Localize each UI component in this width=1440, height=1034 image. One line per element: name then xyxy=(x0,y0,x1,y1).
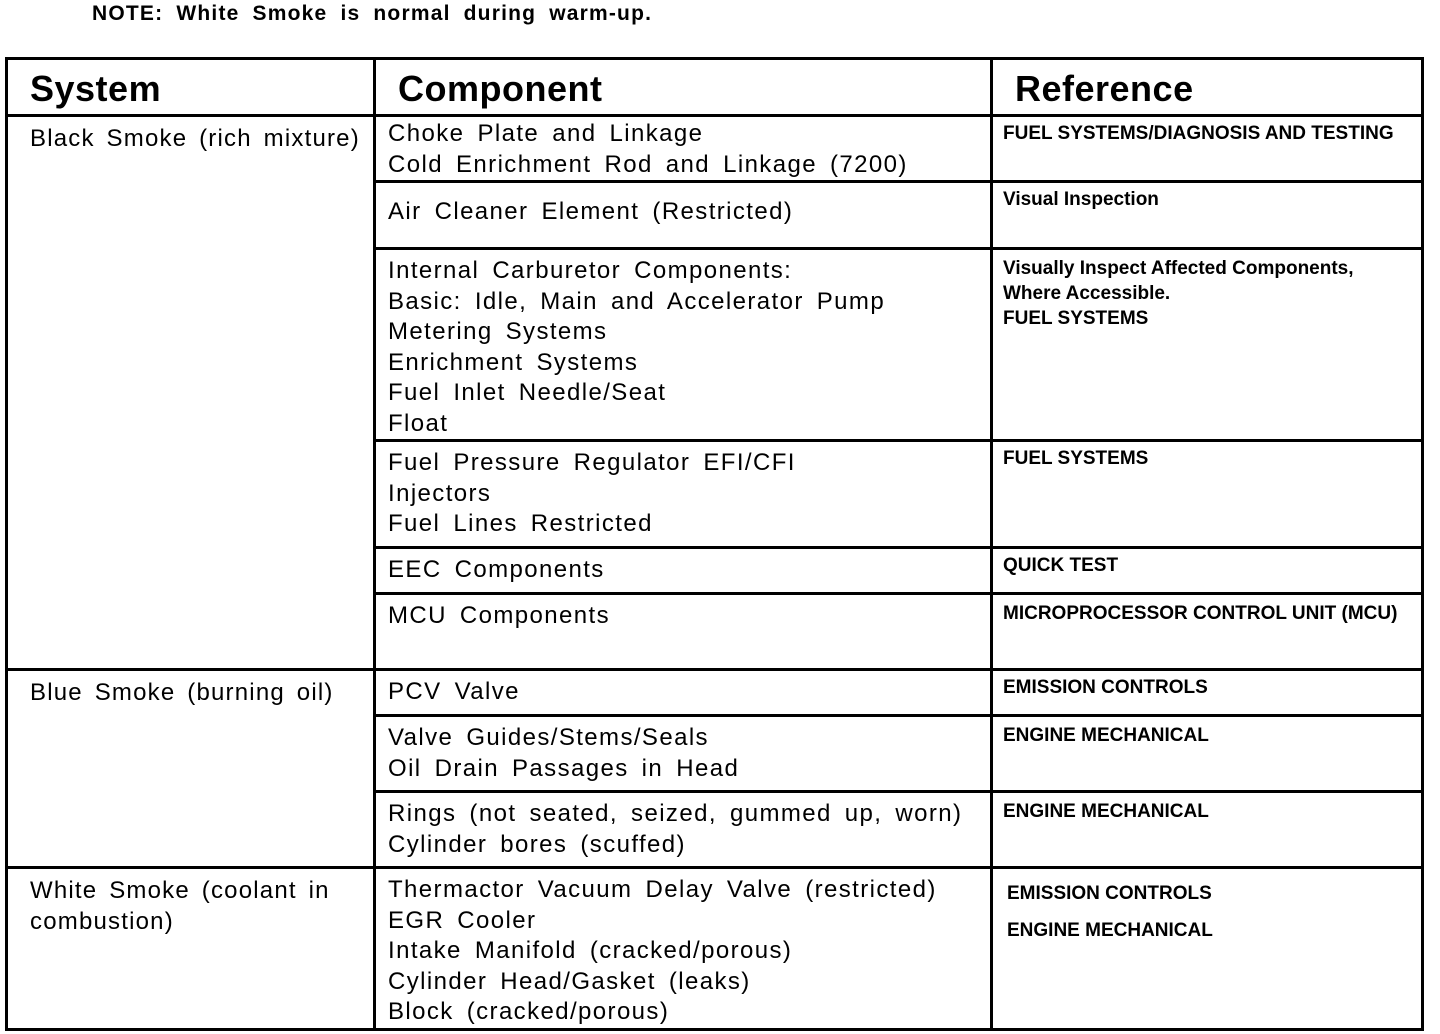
reference-line: FUEL SYSTEMS xyxy=(1003,308,1149,329)
header-reference: Reference xyxy=(992,59,1423,116)
component-line: Metering Systems xyxy=(388,318,608,345)
component-line: Internal Carburetor Components: xyxy=(388,257,793,284)
reference-cell xyxy=(992,249,1423,441)
component-cell xyxy=(375,792,992,868)
component-line: Cylinder bores (scuffed) xyxy=(388,830,686,858)
component-cell xyxy=(375,716,992,792)
component-line: Enrichment Systems xyxy=(388,348,639,376)
reference-cell xyxy=(992,441,1423,548)
reference-line: ENGINE MECHANICAL xyxy=(1007,920,1213,941)
header-system: System xyxy=(7,59,375,116)
reference-cell xyxy=(992,594,1423,670)
component-cell xyxy=(375,116,992,182)
reference-line: FUEL SYSTEMS xyxy=(1003,448,1149,469)
table-row xyxy=(7,116,1423,182)
table-row xyxy=(7,868,1423,1030)
reference-line: QUICK TEST xyxy=(1003,555,1119,576)
component-line: Float xyxy=(388,409,449,437)
component-line: Cold Enrichment Rod and Linkage (7200) xyxy=(388,150,908,178)
component-cell xyxy=(375,594,992,670)
reference-line: Visually Inspect Affected Components, Where Accessible. xyxy=(1003,258,1354,304)
component-line: Fuel Lines Restricted xyxy=(388,510,653,537)
header-component: Component xyxy=(375,59,992,116)
reference-cell xyxy=(992,548,1423,594)
component-line: MCU Components xyxy=(388,602,611,629)
component-line: Intake Manifold (cracked/porous) xyxy=(388,937,793,964)
smoke-diagnosis-table xyxy=(5,57,1424,1031)
system-blue-smoke: Blue Smoke (burning oil) xyxy=(7,670,375,868)
component-line: PCV Valve xyxy=(388,678,520,705)
component-cell xyxy=(375,441,992,548)
reference-cell xyxy=(992,792,1423,868)
component-line: EGR Cooler xyxy=(388,906,537,934)
header-row xyxy=(7,59,1423,116)
reference-cell xyxy=(992,868,1423,1030)
component-line: EEC Components xyxy=(388,556,605,583)
component-line: Fuel Pressure Regulator EFI/CFI xyxy=(388,449,796,476)
component-line: Choke Plate and Linkage xyxy=(388,120,704,147)
table-row xyxy=(7,670,1423,716)
reference-line: FUEL SYSTEMS/DIAGNOSIS AND TESTING xyxy=(1003,123,1394,144)
component-cell xyxy=(375,868,992,1030)
component-line: Air Cleaner Element (Restricted) xyxy=(388,198,794,225)
reference-line: MICROPROCESSOR CONTROL UNIT (MCU) xyxy=(1003,603,1398,624)
component-line: Valve Guides/Stems/Seals xyxy=(388,724,709,751)
component-line: Oil Drain Passages in Head xyxy=(388,754,740,782)
component-cell xyxy=(375,670,992,716)
system-white-smoke: White Smoke (coolant in combustion) xyxy=(7,868,375,1030)
page-note: NOTE: White Smoke is normal during warm-up. xyxy=(92,2,653,25)
component-line: Cylinder Head/Gasket (leaks) xyxy=(388,967,751,995)
reference-line: EMISSION CONTROLS xyxy=(1007,883,1212,904)
reference-line: EMISSION CONTROLS xyxy=(1003,677,1208,698)
component-line: Rings (not seated, seized, gummed up, worn) xyxy=(388,800,963,827)
reference-cell xyxy=(992,716,1423,792)
reference-line: Visual Inspection xyxy=(1003,189,1159,210)
reference-cell xyxy=(992,116,1423,182)
component-line: Block (cracked/porous) xyxy=(388,998,670,1025)
system-black-smoke: Black Smoke (rich mixture) xyxy=(7,116,375,670)
component-cell xyxy=(375,249,992,441)
component-cell xyxy=(375,182,992,249)
component-line: Injectors xyxy=(388,479,492,507)
reference-cell xyxy=(992,182,1423,249)
component-line: Fuel Inlet Needle/Seat xyxy=(388,379,667,406)
component-cell xyxy=(375,548,992,594)
component-line: Thermactor Vacuum Delay Valve (restricted) xyxy=(388,876,937,903)
reference-line: ENGINE MECHANICAL xyxy=(1003,725,1209,746)
reference-cell xyxy=(992,670,1423,716)
component-line: Basic: Idle, Main and Accelerator Pump xyxy=(388,287,886,315)
reference-line: ENGINE MECHANICAL xyxy=(1003,801,1209,822)
